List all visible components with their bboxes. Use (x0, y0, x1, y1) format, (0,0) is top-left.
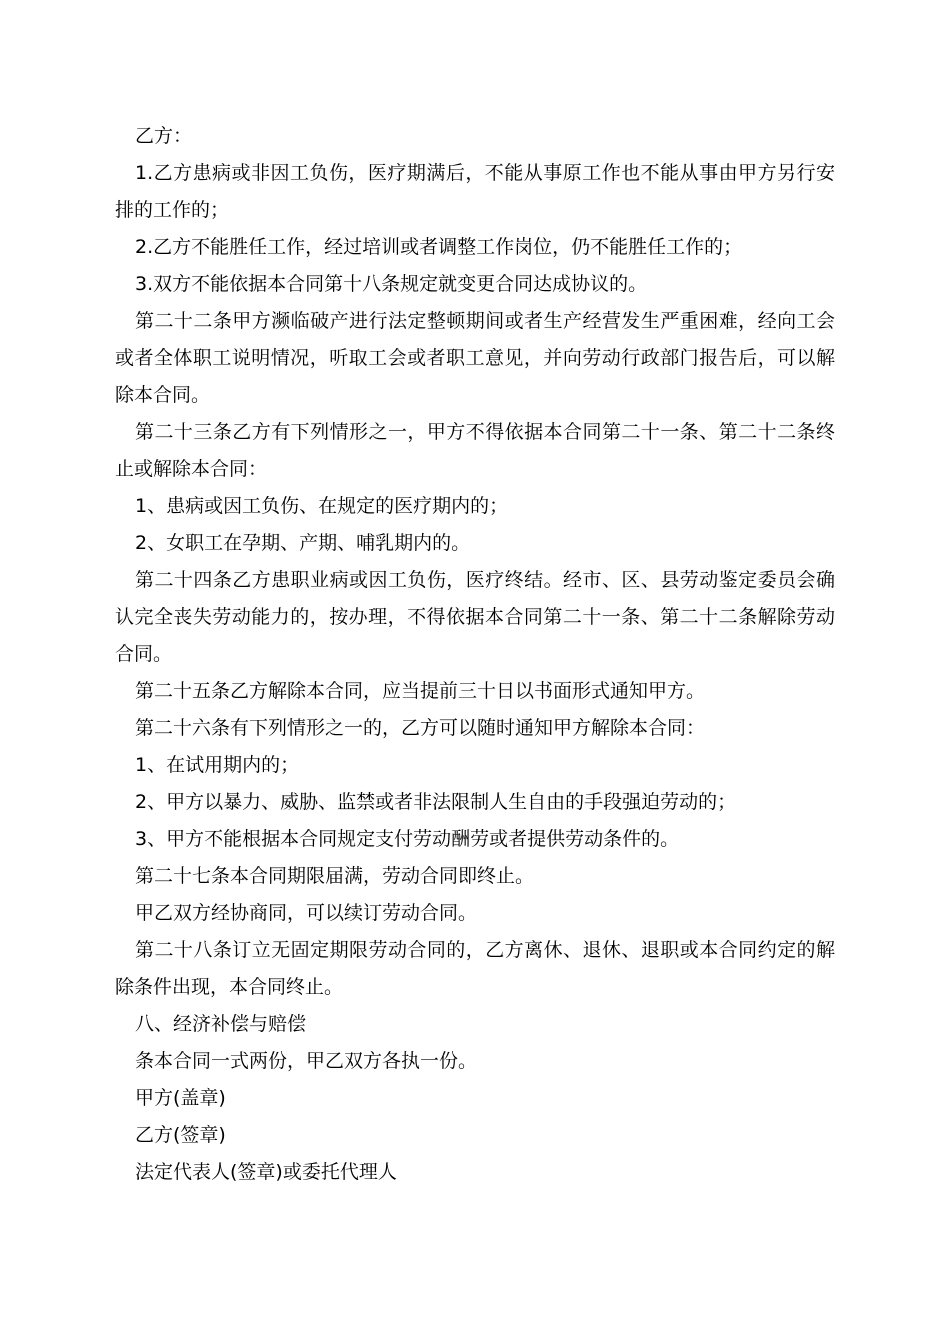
paragraph-copies: 条本合同一式两份，甲乙双方各执一份。 (135, 1050, 478, 1072)
paragraph-article-26-item-1: 1、在试用期内的； (135, 754, 300, 776)
paragraph-item-2-incompetence: 2.乙方不能胜任工作，经过培训或者调整工作岗位，仍不能胜任工作的； (135, 236, 743, 258)
paragraph-article-26-item-3: 3、甲方不能根据本合同规定支付劳动酬劳或者提供劳动条件的。 (135, 828, 680, 850)
paragraph-article-26: 第二十六条有下列情形之一的，乙方可以随时通知甲方解除本合同： (135, 717, 706, 739)
paragraph-article-23-item-1: 1、患病或因工负伤、在规定的医疗期内的； (135, 495, 509, 517)
paragraph-article-22: 第二十二条甲方濒临破产进行法定整顿期间或者生产经营发生严重困难，经向工会或者全体职工说明情况，听取工会或者职工意见，并向劳动行政部门报告后，可以解除本合同。 (115, 310, 835, 406)
paragraph-article-27: 第二十七条本合同期限届满，劳动合同即终止。 (135, 865, 535, 887)
paragraph-article-23-item-2: 2、女职工在孕期、产期、哺乳期内的。 (135, 532, 471, 554)
paragraph-item-1-illness: 1.乙方患病或非因工负伤，医疗期满后，不能从事原工作也不能从事由甲方另行安排的工作的； (115, 162, 835, 221)
paragraph-party-b-heading: 乙方： (135, 125, 193, 147)
signature-party-b: 乙方(签章) (135, 1124, 226, 1146)
signature-party-a: 甲方(盖章) (135, 1087, 226, 1109)
paragraph-article-28: 第二十八条订立无固定期限劳动合同的，乙方离休、退休、退职或本合同约定的解除条件出现，本合同终止。 (115, 939, 835, 998)
paragraph-renewal: 甲乙双方经协商同，可以续订劳动合同。 (135, 902, 478, 924)
paragraph-article-24: 第二十四条乙方患职业病或因工负伤，医疗终结。经市、区、县劳动鉴定委员会确认完全丧失劳动能力的，按办理，不得依据本合同第二十一条、第二十二条解除劳动合同。 (115, 569, 835, 665)
section-heading-compensation: 八、经济补偿与赔偿 (135, 1013, 307, 1035)
paragraph-article-23: 第二十三条乙方有下列情形之一，甲方不得依据本合同第二十一条、第二十二条终止或解除本合同： (115, 421, 835, 480)
paragraph-article-25: 第二十五条乙方解除本合同，应当提前三十日以书面形式通知甲方。 (135, 680, 706, 702)
paragraph-article-26-item-2: 2、甲方以暴力、威胁、监禁或者非法限制人生自由的手段强迫劳动的； (135, 791, 737, 813)
signature-legal-representative: 法定代表人(签章)或委托代理人 (135, 1161, 397, 1183)
paragraph-item-3-no-agreement: 3.双方不能依据本合同第十八条规定就变更合同达成协议的。 (135, 273, 648, 295)
document-body (115, 118, 835, 1191)
